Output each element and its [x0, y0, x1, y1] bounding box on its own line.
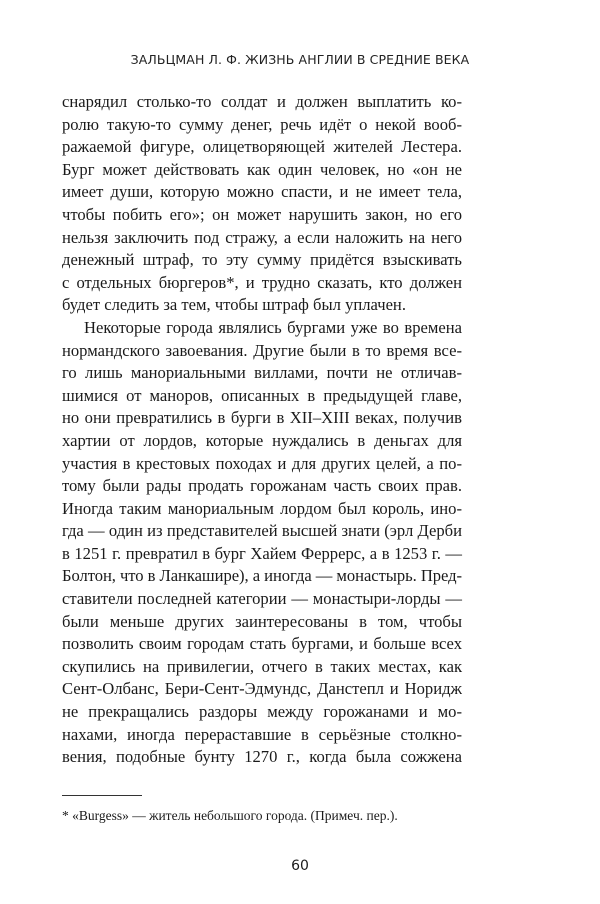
text-line: хартии от лордов, которые нуждались в деньгах для	[62, 430, 462, 450]
text-line: позволить своим городам стать бургами, и больше всех	[62, 634, 462, 654]
text-line: не прекращались раздоры между горожанами и мо-	[62, 702, 462, 722]
text-line: го лишь манориальными виллами, почти не отличав-	[62, 363, 462, 383]
text-line: ставители последней категории — монастыри-лорды —	[62, 589, 462, 609]
text-line: чтобы побить его»; он может нарушить закон, но его	[62, 204, 462, 224]
text-line: скупились на привилегии, отчего в таких местах, как	[62, 656, 462, 676]
text-line: гда — один из представителей высшей знати (эрл Дерби	[62, 521, 462, 541]
text-line: денежный штраф, то эту сумму придётся взыскивать	[62, 250, 462, 270]
text-line: но они превратились в бурги в XII–XIII веках, получив	[62, 408, 462, 428]
text-line: Сент-Олбанс, Бери-Сент-Эдмундс, Данстепл и Норидж	[62, 679, 462, 699]
text-line: с отдельных бюргеров*, и трудно сказать, кто должен	[62, 272, 462, 292]
page-number: 60	[291, 858, 309, 874]
running-header: ЗАЛЬЦМАН Л. Ф. ЖИЗНЬ АНГЛИИ В СРЕДНИЕ ВЕКА	[130, 52, 470, 67]
text-line: Бург может действовать как один человек, но «он не	[62, 159, 462, 179]
text-line: снарядил столько-то солдат и должен выплатить ко-	[62, 92, 462, 111]
text-line: имеет души, которую можно спасти, и не имеет тела,	[62, 182, 462, 202]
text-line: ролю такую-то сумму денег, речь идёт о некой вооб-	[62, 114, 462, 134]
footnote-divider	[62, 795, 142, 796]
text-line: тому были рады продать горожанам часть своих прав.	[62, 476, 462, 496]
text-line: Иногда таким манориальным лордом был король, ино-	[62, 498, 462, 518]
text-line: вения, подобные бунту 1270 г., когда была сожжена	[62, 747, 462, 767]
text-line: Некоторые города являлись бургами уже во времена	[84, 317, 462, 337]
text-line: участия в крестовых походах и для других целей, а по-	[62, 453, 462, 473]
text-line: нормандского завоевания. Другие были в то время все-	[62, 340, 462, 360]
text-line: ражаемой фигуре, олицетворяющей жителей Лестера.	[62, 137, 462, 157]
text-line: нельзя заключить под стражу, а если наложить на него	[62, 227, 462, 247]
text-line: нахами, иногда перераставшие в серьёзные столкно-	[62, 724, 462, 744]
body-text	[62, 91, 462, 769]
text-line: в 1251 г. превратил в бург Хайем Феррерс, а в 1253 г. —	[62, 543, 462, 563]
text-line: будет следить за тем, чтобы штраф был уплачен.	[62, 295, 406, 315]
text-line: шимися от маноров, описанных в предыдущей главе,	[62, 385, 462, 405]
footnote: * «Burgess» — житель небольшого города. (Примеч. пер.).	[62, 808, 398, 823]
text-line: были меньше других заинтересованы в том, чтобы	[62, 611, 462, 631]
text-line: Болтон, что в Ланкашире), а иногда — монастырь. Пред-	[62, 566, 462, 586]
